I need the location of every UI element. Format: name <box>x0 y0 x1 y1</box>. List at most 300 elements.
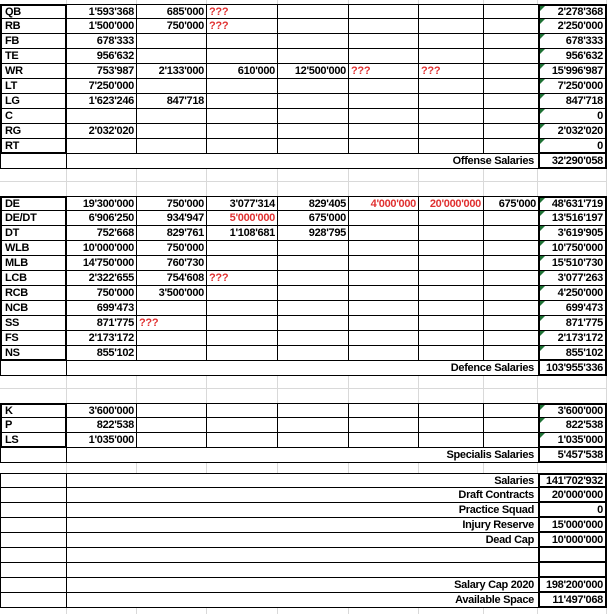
empty-bordered-cell[interactable] <box>0 578 67 593</box>
empty-grid-cell[interactable] <box>207 376 278 389</box>
empty-grid-cell[interactable] <box>484 389 538 403</box>
salary-cell[interactable]: ??? <box>207 19 278 34</box>
empty-grid-cell[interactable] <box>207 463 278 473</box>
salary-cell[interactable]: 675'000 <box>484 196 538 211</box>
empty-bordered-cell[interactable] <box>0 503 67 518</box>
row-total-value: 3'619'905 <box>557 227 603 239</box>
empty-grid-cell[interactable] <box>278 169 349 182</box>
position-cell-rcb[interactable]: RCB <box>0 286 67 301</box>
salary-cell[interactable]: 1'623'246 <box>67 94 137 109</box>
empty-grid-cell[interactable] <box>538 182 607 196</box>
salary-cell[interactable] <box>349 316 419 331</box>
row-total-cell[interactable] <box>538 346 607 361</box>
salary-cell[interactable]: 3'600'000 <box>67 403 137 418</box>
empty-grid-cell[interactable] <box>419 389 484 403</box>
empty-grid-cell[interactable] <box>349 389 419 403</box>
salary-cell[interactable] <box>419 4 484 19</box>
salary-cell[interactable] <box>207 34 278 49</box>
salary-cell[interactable] <box>207 346 278 361</box>
salary-cell[interactable] <box>484 418 538 433</box>
salary-cell[interactable] <box>349 79 419 94</box>
empty-grid-cell[interactable] <box>67 389 137 403</box>
empty-grid-cell[interactable] <box>349 169 419 182</box>
salary-cell[interactable]: 1'593'368 <box>67 4 137 19</box>
salary-cell[interactable] <box>349 4 419 19</box>
empty-bordered-cell[interactable] <box>0 488 67 503</box>
salary-cell[interactable] <box>207 49 278 64</box>
salary-cell[interactable] <box>207 241 278 256</box>
salary-cell[interactable] <box>67 139 137 154</box>
empty-bordered-cell[interactable] <box>0 154 67 169</box>
salary-cell[interactable] <box>484 79 538 94</box>
salary-cell[interactable] <box>207 94 278 109</box>
row-total-cell[interactable] <box>538 403 607 418</box>
salary-cell[interactable]: ??? <box>349 64 419 79</box>
salary-cell[interactable]: 699'473 <box>67 301 137 316</box>
salary-cell[interactable]: 675'000 <box>278 211 349 226</box>
empty-grid-cell[interactable] <box>538 169 607 182</box>
salary-cell[interactable] <box>419 19 484 34</box>
salary-cell[interactable] <box>137 301 207 316</box>
salary-cell[interactable] <box>278 124 349 139</box>
position-cell-p[interactable]: P <box>0 418 67 433</box>
salary-cell[interactable] <box>484 34 538 49</box>
position-cell-lg[interactable]: LG <box>0 94 67 109</box>
salary-cell[interactable]: 2'133'000 <box>137 64 207 79</box>
position-cell-de[interactable]: DE <box>0 196 67 211</box>
empty-bordered-cell[interactable] <box>0 448 67 463</box>
empty-grid-cell[interactable] <box>538 608 607 614</box>
summary-value-cell[interactable]: 20'000'000 <box>538 488 607 503</box>
salary-cell[interactable] <box>278 418 349 433</box>
salary-cell[interactable]: 610'000 <box>207 64 278 79</box>
salary-cell[interactable] <box>349 211 419 226</box>
salary-cell[interactable] <box>349 241 419 256</box>
salary-cell[interactable] <box>419 49 484 64</box>
position-cell-rt[interactable]: RT <box>0 139 67 154</box>
position-cell-c[interactable]: C <box>0 109 67 124</box>
salary-cell[interactable]: 4'000'000 <box>349 196 419 211</box>
salary-cell[interactable] <box>278 403 349 418</box>
position-cell-dt[interactable]: DT <box>0 226 67 241</box>
row-total-cell[interactable] <box>538 241 607 256</box>
salary-cell[interactable] <box>278 241 349 256</box>
salary-cell[interactable]: 934'947 <box>137 211 207 226</box>
empty-bordered-cell[interactable] <box>0 593 67 608</box>
salary-cell[interactable]: 2'032'020 <box>67 124 137 139</box>
salary-cell[interactable] <box>207 433 278 448</box>
row-total-cell[interactable] <box>538 4 607 19</box>
position-cell-k[interactable]: K <box>0 403 67 418</box>
salary-cell[interactable] <box>278 286 349 301</box>
salary-cell[interactable] <box>484 124 538 139</box>
salary-cell[interactable] <box>419 139 484 154</box>
salary-cell[interactable] <box>137 331 207 346</box>
empty-grid-cell[interactable] <box>67 376 137 389</box>
salary-cell[interactable] <box>484 64 538 79</box>
salary-cell[interactable] <box>484 241 538 256</box>
summary-value-cell[interactable]: 0 <box>538 503 607 518</box>
salary-cell[interactable] <box>349 109 419 124</box>
row-total-cell[interactable] <box>538 79 607 94</box>
row-total-cell[interactable] <box>538 49 607 64</box>
row-total-cell[interactable] <box>538 316 607 331</box>
empty-bordered-cell[interactable] <box>0 473 67 488</box>
empty-grid-cell[interactable] <box>0 169 67 182</box>
salary-cell[interactable] <box>349 346 419 361</box>
section-total-value[interactable]: 32'290'058 <box>538 154 607 169</box>
salary-cell[interactable] <box>278 94 349 109</box>
empty-grid-cell[interactable] <box>484 608 538 614</box>
salary-cell[interactable]: 2'322'655 <box>67 271 137 286</box>
salary-cell[interactable]: 855'102 <box>67 346 137 361</box>
empty-grid-cell[interactable] <box>484 463 538 473</box>
row-total-cell[interactable] <box>538 109 607 124</box>
empty-bordered-cell[interactable] <box>0 533 67 548</box>
salary-cell[interactable]: 5'000'000 <box>207 211 278 226</box>
section-total-value[interactable]: 103'955'336 <box>538 361 607 376</box>
empty-grid-cell[interactable] <box>137 376 207 389</box>
salary-cell[interactable] <box>419 256 484 271</box>
salary-cell[interactable] <box>207 139 278 154</box>
salary-cell[interactable] <box>484 346 538 361</box>
salary-cell[interactable] <box>484 49 538 64</box>
salary-cell[interactable]: 822'538 <box>67 418 137 433</box>
summary-value-cell[interactable] <box>538 563 607 578</box>
position-cell-te[interactable]: TE <box>0 49 67 64</box>
salary-cell[interactable] <box>484 316 538 331</box>
formula-error-icon <box>540 256 545 261</box>
salary-cell[interactable] <box>349 34 419 49</box>
row-total-cell[interactable] <box>538 433 607 448</box>
position-cell-lt[interactable]: LT <box>0 79 67 94</box>
salary-cell[interactable] <box>207 124 278 139</box>
salary-cell[interactable] <box>419 403 484 418</box>
empty-grid-cell[interactable] <box>137 389 207 403</box>
salary-cell[interactable] <box>278 256 349 271</box>
salary-cell[interactable] <box>278 139 349 154</box>
row-total-cell[interactable] <box>538 139 607 154</box>
salary-cell[interactable] <box>278 49 349 64</box>
salary-cell[interactable] <box>278 301 349 316</box>
salary-cell[interactable] <box>137 109 207 124</box>
formula-error-icon <box>540 301 545 306</box>
row-total-cell[interactable] <box>538 226 607 241</box>
salary-cell[interactable] <box>349 301 419 316</box>
salary-cell[interactable]: ??? <box>137 316 207 331</box>
empty-grid-cell[interactable] <box>137 169 207 182</box>
empty-grid-cell[interactable] <box>67 608 137 614</box>
salary-cell[interactable]: 871'775 <box>67 316 137 331</box>
empty-bordered-cell[interactable] <box>0 361 67 376</box>
position-cell-ls[interactable]: LS <box>0 433 67 448</box>
row-total-value: 10'750'000 <box>551 242 603 254</box>
summary-value-cell[interactable]: 15'000'000 <box>538 518 607 533</box>
empty-grid-cell[interactable] <box>349 376 419 389</box>
salary-cell[interactable] <box>207 418 278 433</box>
empty-grid-cell[interactable] <box>538 389 607 403</box>
salary-cell[interactable] <box>349 271 419 286</box>
empty-grid-cell[interactable] <box>0 182 67 196</box>
salary-cell[interactable] <box>484 301 538 316</box>
salary-cell[interactable] <box>137 346 207 361</box>
position-cell-ss[interactable]: SS <box>0 316 67 331</box>
position-cell-rg[interactable]: RG <box>0 124 67 139</box>
salary-cell[interactable] <box>207 79 278 94</box>
empty-grid-cell[interactable] <box>278 376 349 389</box>
salary-cell[interactable] <box>419 301 484 316</box>
salary-cell[interactable] <box>349 286 419 301</box>
salary-cell[interactable] <box>419 124 484 139</box>
empty-grid-cell[interactable] <box>207 169 278 182</box>
salary-cell[interactable]: ??? <box>419 64 484 79</box>
position-cell-wlb[interactable]: WLB <box>0 241 67 256</box>
salary-cell[interactable] <box>419 331 484 346</box>
empty-grid-cell[interactable] <box>278 182 349 196</box>
empty-grid-cell[interactable] <box>349 182 419 196</box>
salary-cell[interactable] <box>419 271 484 286</box>
salary-cell[interactable] <box>137 124 207 139</box>
salary-cell[interactable] <box>278 331 349 346</box>
salary-cell[interactable] <box>207 331 278 346</box>
summary-value-cell[interactable] <box>538 548 607 563</box>
position-cell-de-dt[interactable]: DE/DT <box>0 211 67 226</box>
salary-cell[interactable] <box>278 79 349 94</box>
salary-cell[interactable] <box>484 256 538 271</box>
empty-grid-cell[interactable] <box>538 376 607 389</box>
empty-grid-cell[interactable] <box>0 608 67 614</box>
salary-cell[interactable] <box>278 34 349 49</box>
empty-bordered-cell[interactable] <box>0 563 67 578</box>
row-total-cell[interactable] <box>538 271 607 286</box>
salary-cell[interactable] <box>484 271 538 286</box>
salary-cell[interactable] <box>484 19 538 34</box>
salary-cell[interactable]: 678'333 <box>67 34 137 49</box>
salary-cell[interactable] <box>484 211 538 226</box>
salary-cell[interactable] <box>349 139 419 154</box>
position-cell-wr[interactable]: WR <box>0 64 67 79</box>
salary-cell[interactable]: 956'632 <box>67 49 137 64</box>
empty-grid-cell[interactable] <box>349 608 419 614</box>
empty-grid-cell[interactable] <box>0 389 67 403</box>
position-cell-mlb[interactable]: MLB <box>0 256 67 271</box>
empty-grid-cell[interactable] <box>67 182 137 196</box>
empty-grid-cell[interactable] <box>207 182 278 196</box>
salary-cell[interactable]: 10'000'000 <box>67 241 137 256</box>
salary-cell[interactable]: 829'405 <box>278 196 349 211</box>
position-cell-lcb[interactable]: LCB <box>0 271 67 286</box>
salary-cell[interactable] <box>419 109 484 124</box>
salary-cell[interactable]: 3'077'314 <box>207 196 278 211</box>
salary-cell[interactable] <box>137 49 207 64</box>
empty-grid-cell[interactable] <box>207 389 278 403</box>
empty-grid-cell[interactable] <box>67 463 137 473</box>
row-total-cell[interactable] <box>538 124 607 139</box>
salary-cell[interactable] <box>67 109 137 124</box>
row-total-value: 871'775 <box>565 317 603 329</box>
empty-grid-cell[interactable] <box>484 169 538 182</box>
position-cell-rb[interactable]: RB <box>0 19 67 34</box>
salary-cell[interactable] <box>484 139 538 154</box>
salary-cell[interactable] <box>278 271 349 286</box>
salary-cell[interactable] <box>419 34 484 49</box>
empty-grid-cell[interactable] <box>207 608 278 614</box>
salary-cell[interactable] <box>278 433 349 448</box>
salary-cell[interactable]: 7'250'000 <box>67 79 137 94</box>
section-total-value[interactable]: 5'457'538 <box>538 448 607 463</box>
salary-cell[interactable] <box>419 241 484 256</box>
empty-grid-cell[interactable] <box>538 463 607 473</box>
salary-cell[interactable] <box>207 256 278 271</box>
salary-cell[interactable] <box>207 109 278 124</box>
empty-grid-cell[interactable] <box>278 608 349 614</box>
salary-cell[interactable] <box>419 79 484 94</box>
row-total-cell[interactable] <box>538 94 607 109</box>
empty-grid-cell[interactable] <box>419 182 484 196</box>
salary-cell[interactable]: ??? <box>207 4 278 19</box>
formula-error-icon <box>540 49 545 54</box>
salary-cell[interactable] <box>349 94 419 109</box>
salary-cell[interactable] <box>419 346 484 361</box>
salary-cell[interactable] <box>349 433 419 448</box>
salary-cell[interactable]: 1'108'681 <box>207 226 278 241</box>
salary-cell[interactable]: 19'300'000 <box>67 196 137 211</box>
salary-cell[interactable] <box>484 109 538 124</box>
row-total-cell[interactable] <box>538 211 607 226</box>
salary-cell[interactable] <box>137 433 207 448</box>
salary-cell[interactable]: 20'000'000 <box>419 196 484 211</box>
row-total-cell[interactable] <box>538 19 607 34</box>
salary-cell[interactable]: 1'035'000 <box>67 433 137 448</box>
position-cell-fb[interactable]: FB <box>0 34 67 49</box>
salary-cell[interactable] <box>349 49 419 64</box>
position-cell-ns[interactable]: NS <box>0 346 67 361</box>
salary-cell[interactable] <box>207 301 278 316</box>
row-total-cell[interactable] <box>538 34 607 49</box>
empty-grid-cell[interactable] <box>137 182 207 196</box>
summary-value-cell[interactable]: 11'497'068 <box>538 593 607 608</box>
salary-cell[interactable] <box>207 286 278 301</box>
empty-grid-cell[interactable] <box>484 376 538 389</box>
row-total-cell[interactable] <box>538 64 607 79</box>
summary-value-cell[interactable]: 10'000'000 <box>538 533 607 548</box>
salary-cell[interactable]: 12'500'000 <box>278 64 349 79</box>
salary-cell[interactable] <box>484 4 538 19</box>
empty-grid-cell[interactable] <box>419 608 484 614</box>
salary-cell[interactable] <box>137 139 207 154</box>
salary-cell[interactable] <box>419 316 484 331</box>
position-cell-qb[interactable]: QB <box>0 4 67 19</box>
salary-cell[interactable] <box>484 226 538 241</box>
position-cell-ncb[interactable]: NCB <box>0 301 67 316</box>
salary-cell[interactable]: 1'500'000 <box>67 19 137 34</box>
salary-cell[interactable] <box>278 19 349 34</box>
salary-cell[interactable] <box>484 94 538 109</box>
salary-cell[interactable] <box>137 34 207 49</box>
salary-cell[interactable] <box>207 316 278 331</box>
salary-cell[interactable] <box>349 403 419 418</box>
position-cell-fs[interactable]: FS <box>0 331 67 346</box>
salary-cell[interactable]: 2'173'172 <box>67 331 137 346</box>
salary-cell[interactable]: 752'668 <box>67 226 137 241</box>
empty-grid-cell[interactable] <box>0 463 67 473</box>
salary-cell[interactable] <box>419 286 484 301</box>
salary-cell[interactable] <box>278 109 349 124</box>
empty-grid-cell[interactable] <box>0 376 67 389</box>
salary-cell[interactable]: 753'987 <box>67 64 137 79</box>
salary-cell[interactable]: 14'750'000 <box>67 256 137 271</box>
salary-cell[interactable]: ??? <box>207 271 278 286</box>
salary-cell[interactable] <box>419 94 484 109</box>
salary-cell[interactable] <box>484 403 538 418</box>
salary-cell[interactable]: 829'761 <box>137 226 207 241</box>
salary-cell[interactable] <box>278 346 349 361</box>
row-total-cell[interactable] <box>538 301 607 316</box>
row-total-cell[interactable] <box>538 418 607 433</box>
empty-grid-cell[interactable] <box>137 463 207 473</box>
row-total-cell[interactable] <box>538 256 607 271</box>
salary-cell[interactable]: 754'608 <box>137 271 207 286</box>
salary-cell[interactable] <box>278 316 349 331</box>
empty-grid-cell[interactable] <box>419 376 484 389</box>
empty-grid-cell[interactable] <box>349 463 419 473</box>
salary-cell[interactable] <box>349 418 419 433</box>
empty-grid-cell[interactable] <box>278 389 349 403</box>
salary-cell[interactable] <box>349 331 419 346</box>
row-total-cell[interactable] <box>538 286 607 301</box>
salary-cell[interactable]: 847'718 <box>137 94 207 109</box>
salary-cell[interactable] <box>349 19 419 34</box>
salary-cell[interactable]: 750'000 <box>67 286 137 301</box>
summary-value-cell[interactable]: 141'702'932 <box>538 473 607 488</box>
salary-cell[interactable]: 750'000 <box>137 196 207 211</box>
empty-bordered-cell[interactable] <box>0 518 67 533</box>
salary-cell[interactable] <box>484 286 538 301</box>
salary-cell[interactable]: 760'730 <box>137 256 207 271</box>
salary-cell[interactable] <box>419 211 484 226</box>
salary-cell[interactable]: 750'000 <box>137 241 207 256</box>
row-total-cell[interactable] <box>538 196 607 211</box>
salary-cell[interactable]: 685'000 <box>137 4 207 19</box>
salary-cell[interactable] <box>419 418 484 433</box>
row-total-cell[interactable] <box>538 331 607 346</box>
summary-value-cell[interactable]: 198'200'000 <box>538 578 607 593</box>
salary-cell[interactable]: 928'795 <box>278 226 349 241</box>
salary-cell[interactable] <box>484 331 538 346</box>
salary-cell[interactable] <box>349 256 419 271</box>
salary-cell[interactable] <box>137 418 207 433</box>
empty-grid-cell[interactable] <box>67 169 137 182</box>
salary-cell[interactable] <box>207 403 278 418</box>
salary-cell[interactable] <box>419 433 484 448</box>
salary-cell[interactable] <box>484 433 538 448</box>
empty-grid-cell[interactable] <box>419 169 484 182</box>
salary-cell[interactable] <box>349 226 419 241</box>
salary-cell[interactable]: 3'500'000 <box>137 286 207 301</box>
salary-cell[interactable] <box>137 79 207 94</box>
salary-cell[interactable]: 750'000 <box>137 19 207 34</box>
empty-grid-cell[interactable] <box>484 182 538 196</box>
empty-grid-cell[interactable] <box>419 463 484 473</box>
empty-grid-cell[interactable] <box>137 608 207 614</box>
empty-bordered-cell[interactable] <box>0 548 67 563</box>
empty-grid-cell[interactable] <box>278 463 349 473</box>
salary-cell[interactable] <box>419 226 484 241</box>
salary-cell[interactable]: 6'906'250 <box>67 211 137 226</box>
salary-cell[interactable] <box>137 403 207 418</box>
salary-cell[interactable] <box>349 124 419 139</box>
salary-cell[interactable] <box>278 4 349 19</box>
